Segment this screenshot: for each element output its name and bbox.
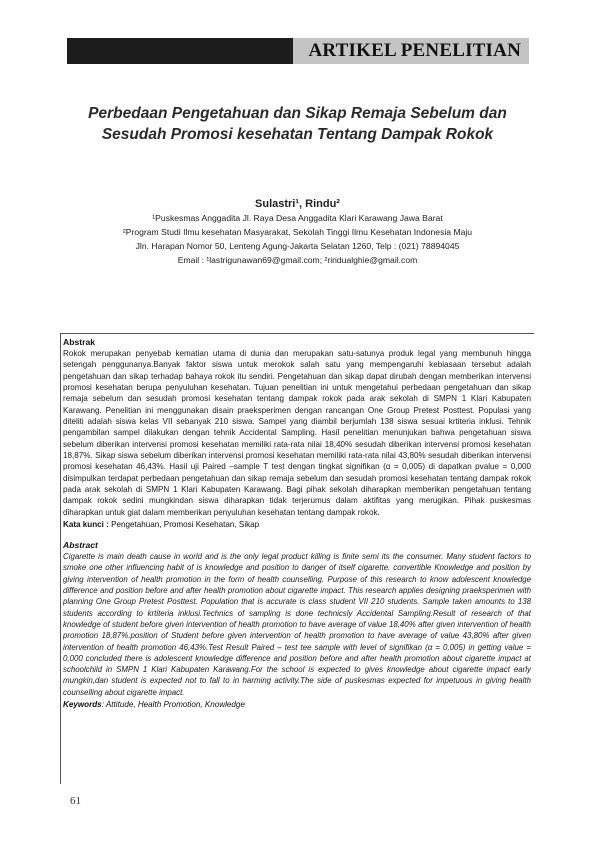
- article-type-banner: [67, 38, 529, 64]
- page-number: 61: [70, 795, 81, 807]
- banner-dark-block: [67, 38, 293, 64]
- banner-label: ARTIKEL PENELITIAN: [293, 38, 529, 64]
- keywords-en-label: Keywords: [63, 700, 102, 710]
- affiliations: [60, 211, 535, 267]
- affiliation-email: Email : ¹lastrigunawan69@gmail.com; ²rindualghie@gmail.com: [177, 255, 418, 265]
- authors: Sulastri¹, Rindu²: [255, 198, 340, 210]
- keywords-english: [63, 699, 531, 711]
- abstract-en-heading: Abstract: [63, 540, 98, 551]
- abstract-indonesian: [63, 337, 531, 518]
- abstract-heading: Abstrak: [63, 337, 95, 347]
- affiliation-1: ¹Puskesmas Anggadita Jl. Raya Desa Anggadita Klari Karawang Jawa Barat: [152, 213, 443, 223]
- abstract-body: Rokok merupakan penyebab kematian utama di dunia dan merupakan satu-satunya produk legal yang membunuh hingga setengah penggunanya.Banyak faktor siswa untuk merokok salah satu yang mempengaruhi kebiasaan tersebut adalah pengetahuan dan sikap terhadap bahaya rokok itu sendiri. Pengetahuan dan sikap dapat dirubah dengan memberikan intervensi promosi kesehatan berupa penyuluhan kesehatan. Tujuan penelitian ini untuk mengetahui perbedaan pengetahuan dan sikap remaja sebelum dan sesudah promosi kesehatan tentang dampak rokok pada arak sekolah di SMPN 1 Klari Kabupaten Karawang. Penelitian ini menggunakan disain praeksperimen dengan rancangan One Group Pretest Posttest. Populasi yang diteliti adalah siswa kelas VII sebanyak 210 siswa. Sampel yang diambil berjumlah 138 siswa sesuai krtiteria inklusi. Tehnik pengambilan sampel dilakukan dengan tehnik Accidental Sampling. Hasil penelitian menunjukan bahwa pengetahuan siswa sebelum diberikan intervensi promosi kesehatan memiliki rata-rata nilai 18,40% sesudah diberikan intervensi promosi kesehatan 18,87%. Sikap siswa sebelum diberikan intervensi promosi kesehatan memiliki rata-rata nilai 43,80% sesudah diberikan intervensi promosi kesehatan 46,43%. Hasil uji Paired –sample T test dengan tingkat signifikan (α = 0,005) di dapatkan pvalue = 0,000 disimpulkan terdapat perbedaan pengetahuan dan sikap remaja sebelum dan sesudah promosi kesehatan tentang dampak rokok pada arak sekolah di SMPN 1 Klari Kabupaten Karawang. Bagi pihak sekolah diharapkan memberikan pengetahuan tentang dampak rokok sedini mungkindan siswa diharapkan tidak terjerumus dalam aktifitas yang merugikan. Pihak puskesmas diharapkan untuk giat dalam memberikan penyuluhan kesehatan tentang dampak rokok.: [63, 349, 531, 517]
- abstract-en-body: Cigarette is main death cause in world and is the only legal product killing is finite semi its the consumer. Many student factors to smoke one other influencing habit of is knowledge and position to danger of itself cigarette. convertible Knowledge and position by giving intervention of health promotion in the form of health counselling. Purpose of this research to know adolescent knowledge difference and position before and after health promotion about cigarette impact. This research applies designing praeksperimen with planning One Group Pretest Posttest. Population that is accurate is class student VII 210 students. Sample taken amounts to 138 students according to krtiteria inklusi.Technics of sampling is done technicsly Accidental Sampling.Result of research of that knowledge of student before given intervention of health promotion to have average of value 18,40% after given intervention of health promotion 18,87%.position of Student before given intervention of health promotion to have average of value 43,80% after given intervention of health promotion 46,43%.Test Result Paired – test tee sample with level of signifikan (α = 0,005) in getting value = 0,000 concluded there is adolescent knowledge difference and position before and after health promotion about cigarette impact at schoolchild in SMPN 1 Klari Kabupaten Karawang.For the school is expected to gives knowledge about cigarette impact early mungkin,dan student is expected not to fall to in harming activity.The side of puskesmas expected for impetuous in giving health counselling about cigarette impact.: [63, 552, 531, 697]
- keywords-indonesian: [63, 519, 531, 531]
- abstract-section: [60, 333, 534, 784]
- article-title-line-1: Perbedaan Pengetahuan dan Sikap Remaja Sebelum dan: [88, 105, 507, 122]
- keywords-value: Pengetahuan, Promosi Kesehatan, Sikap: [108, 520, 260, 530]
- article-title: [60, 103, 535, 145]
- affiliation-address: Jln. Harapan Nomor 50, Lenteng Agung-Jakarta Selatan 1260, Telp : (021) 78894045: [135, 241, 460, 251]
- article-title-line-2: Sesudah Promosi kesehatan Tentang Dampak Rokok: [101, 126, 494, 143]
- abstract-english: [63, 540, 531, 698]
- keywords-en-value: : Attitude, Health Promotion, Knowledge: [101, 700, 245, 710]
- keywords-label: Kata kunci :: [63, 520, 109, 530]
- affiliation-2: ²Program Studi Ilmu kesehatan Masyarakat, Sekolah Tinggi Ilmu Kesehatan Indonesia Maju: [122, 227, 473, 237]
